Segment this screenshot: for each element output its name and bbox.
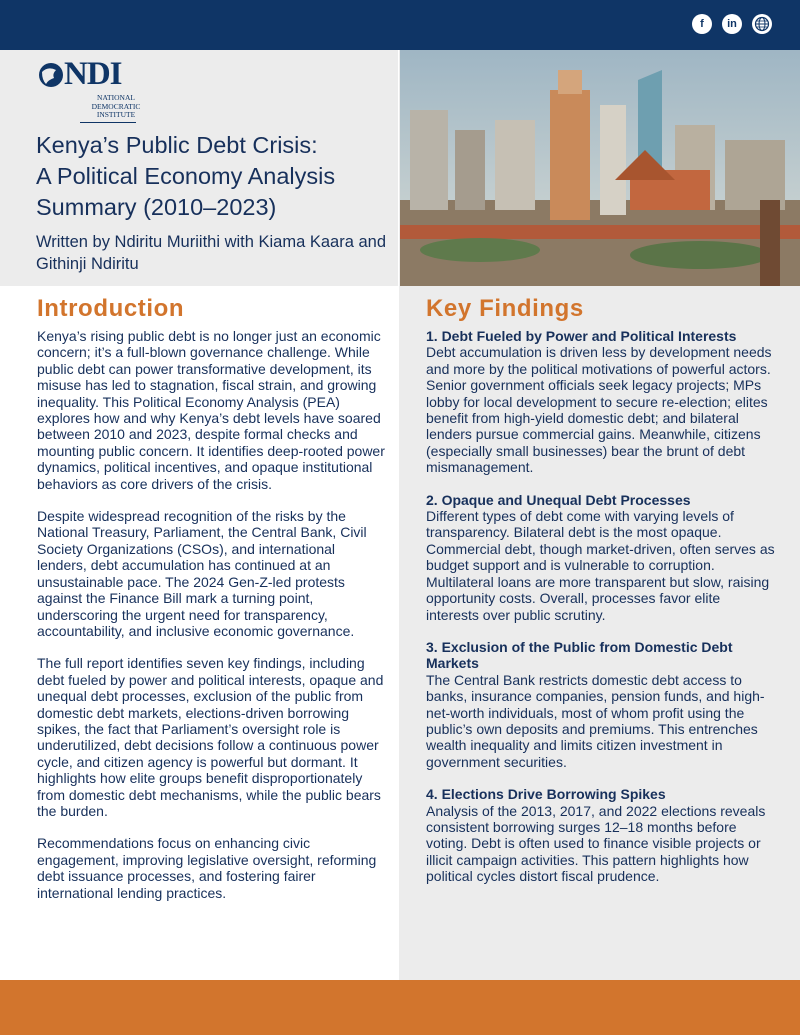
finding-item [426, 786, 776, 884]
intro-paragraph: Kenya’s rising public debt is no longer just an economic concern; it’s a full-blown governance challenge. While public debt can power transformative development, its misuse has led to stagnation, fiscal strain, and growing inequality. This Political Economy Analysis (PEA) explores how and why Kenya’s debt levels have soared between 2010 and 2023, despite formal checks and mounting public concern. It identifies deep-rooted power dynamics, political incentives, and opaque institutional behaviors as core drivers of the crisis. [37, 328, 385, 492]
introduction-body [37, 328, 387, 917]
globe-icon[interactable] [752, 14, 772, 34]
intro-paragraph: Recommendations focus on enhancing civic engagement, improving legislative oversight, reforming debt issuance processes, and fostering fairer international lending practices. [37, 835, 377, 901]
ndi-logo [36, 56, 146, 126]
finding-title: 3. Exclusion of the Public from Domestic Debt Markets [426, 638, 733, 672]
globe-logo-icon [36, 60, 66, 90]
logo-subtitle: NATIONAL DEMOCRATIC INSTITUTE [91, 93, 141, 119]
finding-item [426, 492, 776, 623]
finding-title: 4. Elections Drive Borrowing Spikes [426, 786, 666, 803]
logo-name: NDI [64, 56, 122, 92]
title-line-3: Summary (2010–2023) [36, 194, 277, 220]
key-findings-body [426, 328, 776, 901]
finding-item [426, 328, 776, 476]
linkedin-icon[interactable]: in [722, 14, 742, 34]
top-bar [0, 0, 800, 50]
finding-text: The Central Bank restricts domestic debt access to banks, insurance companies, pension funds, and high-net-worth individuals, most of whom profit using the public’s own deposits and premiums. This entrenches wealth inequality and limits citizen investment in government securities. [426, 671, 765, 770]
intro-paragraph: Despite widespread recognition of the risks by the National Treasury, Parliament, the Central Bank, Civil Society Organizations (CSOs), and international lenders, debt accumulation has continued at an unsustainable pace. The 2024 Gen-Z-led protests against the Finance Bill mark a turning point, underscoring the urgent need for transparency, accountability, and inclusive economic governance. [37, 508, 367, 639]
finding-text: Debt accumulation is driven less by development needs and more by the political motivations of powerful actors. Senior government officials seek legacy projects; MPs lobby for local development to secure re-election; elites benefit from high-yield domestic debt; and bilateral lenders pursue commercial gains. Meanwhile, citizens (especially small businesses) bear the brunt of debt mismanagement. [426, 344, 772, 476]
finding-title: 2. Opaque and Unequal Debt Processes [426, 491, 691, 508]
nairobi-skyline-photo [400, 50, 800, 286]
skyline-illustration [400, 50, 800, 286]
page-title [36, 130, 392, 223]
facebook-icon[interactable]: f [692, 14, 712, 34]
title-line-1: Kenya’s Public Debt Crisis: [36, 132, 318, 158]
footer-bar [0, 980, 800, 1035]
introduction-heading: Introduction [37, 295, 185, 322]
intro-paragraph: The full report identifies seven key findings, including debt fueled by power and political interests, opaque and unequal debt processes, exclusion of the public from domestic debt markets, elections-driven borrowing spikes, the fact that Parliament’s oversight role is underutilized, debt decisions follow a continuous power cycle, and citizen agency is powerful but dormant. It highlights how elite groups benefit disproportionately from domestic debt mechanisms, while the public bears the burden. [37, 655, 384, 819]
title-line-2: A Political Economy Analysis [36, 163, 336, 189]
finding-text: Different types of debt come with varying levels of transparency. Bilateral debt is the most opaque. Commercial debt, though market-driven, often serves as budget support and is vulnerable to corruption. Multilateral loans are more transparent but slow, raising opportunity costs. Overall, processes favor elite interests over public scrutiny. [426, 508, 775, 623]
byline: Written by Ndiritu Muriithi with Kiama Kaara and Githinji Ndiritu [36, 233, 386, 273]
key-findings-heading: Key Findings [426, 295, 584, 322]
globe-glyph [752, 14, 772, 34]
finding-text: Analysis of the 2013, 2017, and 2022 elections reveals consistent borrowing surges 12–18 months before voting. Debt is often used to finance visible projects or illicit campaign activities. This pattern highlights how political cycles distort fiscal prudence. [426, 802, 766, 885]
logo-divider [80, 122, 136, 123]
finding-title: 1. Debt Fueled by Power and Political Interests [426, 328, 737, 344]
finding-item [426, 639, 776, 770]
